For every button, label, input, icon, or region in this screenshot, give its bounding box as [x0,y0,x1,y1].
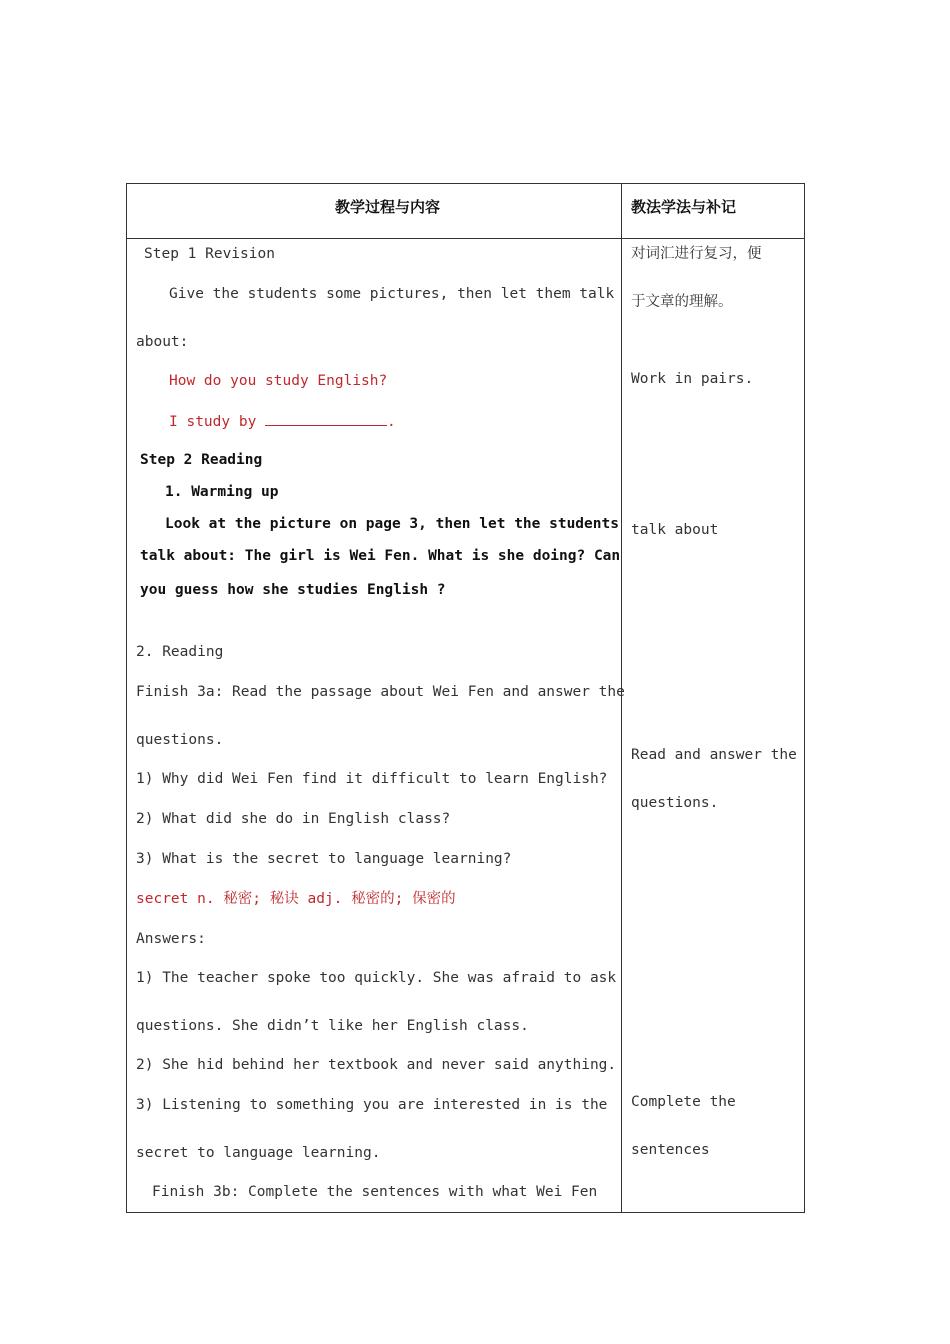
finish3a-line1: Finish 3a: Read the passage about Wei Fen and answer the [136,684,625,700]
note-read-answer-line1: Read and answer the [631,747,797,763]
answer-3-line2: secret to language learning. [136,1145,381,1161]
warming-up-title: 1. Warming up [165,484,279,500]
note-review-line2: 于文章的理解。 [631,294,733,310]
answer-2: 2) She hid behind her textbook and never said anything. [136,1057,617,1073]
header-left: 教学过程与内容 [335,198,441,216]
lesson-plan-table [126,183,805,1213]
header-divider [127,238,804,239]
warming-up-line1: Look at the picture on page 3, then let the students [165,516,619,532]
header-right: 教法学法与补记 [631,198,737,216]
note-talk-about: talk about [631,522,719,538]
answer-3-line1: 3) Listening to something you are interested in is the [136,1097,608,1113]
note-work-pairs: Work in pairs. [631,371,754,387]
answers-label: Answers: [136,931,206,947]
step1-title: Step 1 Revision [144,246,275,262]
finish3a-line2: questions. [136,732,224,748]
revision-question: How do you study English? [169,373,388,389]
question-2: 2) What did she do in English class? [136,811,451,827]
note-review-line1: 对词汇进行复习，便 [631,246,762,262]
warming-up-line2: talk about: The girl is Wei Fen. What is she doing? Can [140,548,621,564]
fill-blank [265,411,387,426]
step1-text-line1: Give the students some pictures, then let them talk [169,286,615,302]
question-3: 3) What is the secret to language learning? [136,851,512,867]
step1-text-line2: about: [136,334,189,350]
note-read-answer-line2: questions. [631,795,719,811]
vocab-note: secret n. 秘密; 秘诀 adj. 秘密的; 保密的 [136,891,456,907]
question-1: 1) Why did Wei Fen find it difficult to learn English? [136,771,608,787]
answer-1-line1: 1) The teacher spoke too quickly. She was afraid to ask [136,970,617,986]
reading-title: 2. Reading [136,644,224,660]
warming-up-line3: you guess how she studies English ? [140,582,446,598]
answer-1-line2: questions. She didn’t like her English class. [136,1018,529,1034]
revision-answer-prompt: I study by . [169,411,396,432]
step2-title: Step 2 Reading [140,452,263,468]
note-complete-line2: sentences [631,1142,710,1158]
note-complete-line1: Complete the [631,1094,736,1110]
finish3b-line1: Finish 3b: Complete the sentences with what Wei Fen [152,1184,598,1200]
